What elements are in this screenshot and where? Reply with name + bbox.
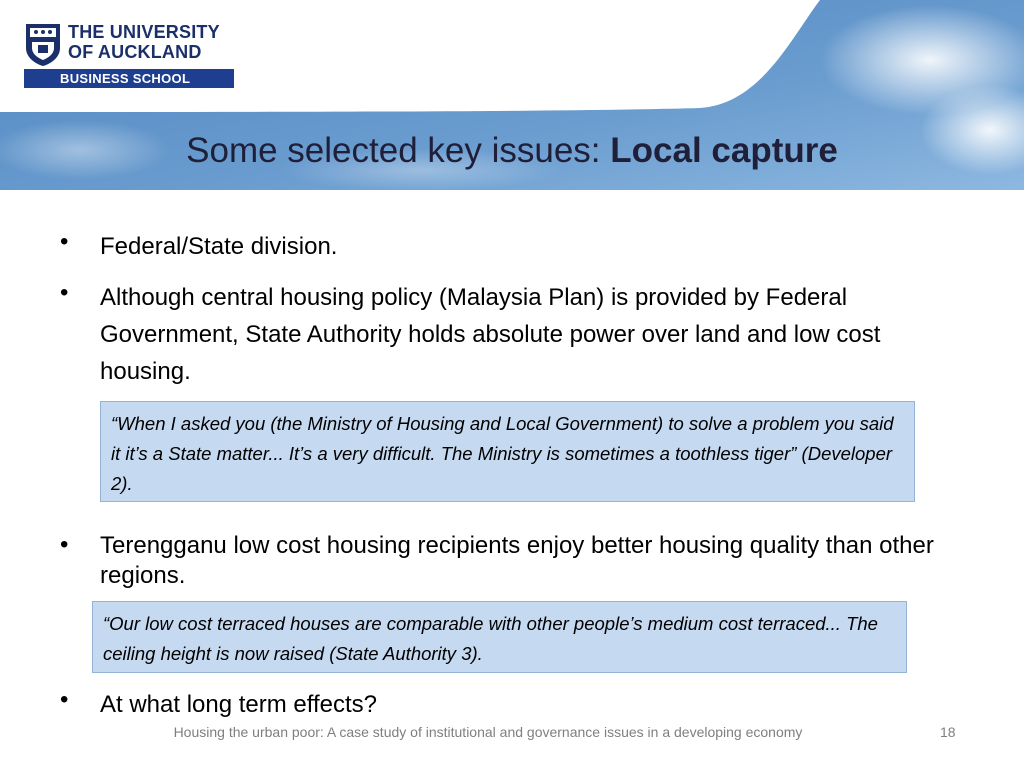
bullet-4: At what long term effects? (100, 691, 378, 718)
bullet-marker: • (60, 686, 69, 713)
slide-header (0, 0, 1024, 190)
footer-text: Housing the urban poor: A case study of institutional and governance issues in a developing economy (173, 724, 803, 740)
logo-line-2: OF AUCKLAND (68, 42, 202, 62)
bullet-marker: • (60, 531, 69, 558)
title-prefix: Some selected key issues: (186, 131, 611, 170)
bullet-marker: • (60, 279, 69, 306)
logo-line-1: THE UNIVERSITY (68, 22, 220, 42)
slide-title (0, 131, 1024, 171)
bullet-marker: • (60, 228, 69, 255)
logo-business-school-bar: BUSINESS SCHOOL (24, 69, 234, 88)
bullet-3: Terengganu low cost housing recipients enjoy better housing quality than other regions. (100, 532, 934, 589)
title-bold: Local capture (610, 131, 838, 170)
quote-box-2: “Our low cost terraced houses are comparable with other people’s medium cost terraced... The ceiling height is now raised (State Authority 3). (92, 601, 907, 673)
quote-box-1: “When I asked you (the Ministry of Housing and Local Government) to solve a problem you said it it’s a State matter... It’s a very difficult. The Ministry is sometimes a toothless tiger” (Developer 2). (100, 401, 915, 502)
bullet-2: Although central housing policy (Malaysia Plan) is provided by Federal Government, State Authority holds absolute power over land and low cost housing. (100, 284, 881, 385)
bullet-1: Federal/State division. (100, 233, 338, 260)
page-number: 18 (940, 724, 956, 740)
university-logo (24, 22, 236, 88)
crest-icon (24, 22, 62, 66)
